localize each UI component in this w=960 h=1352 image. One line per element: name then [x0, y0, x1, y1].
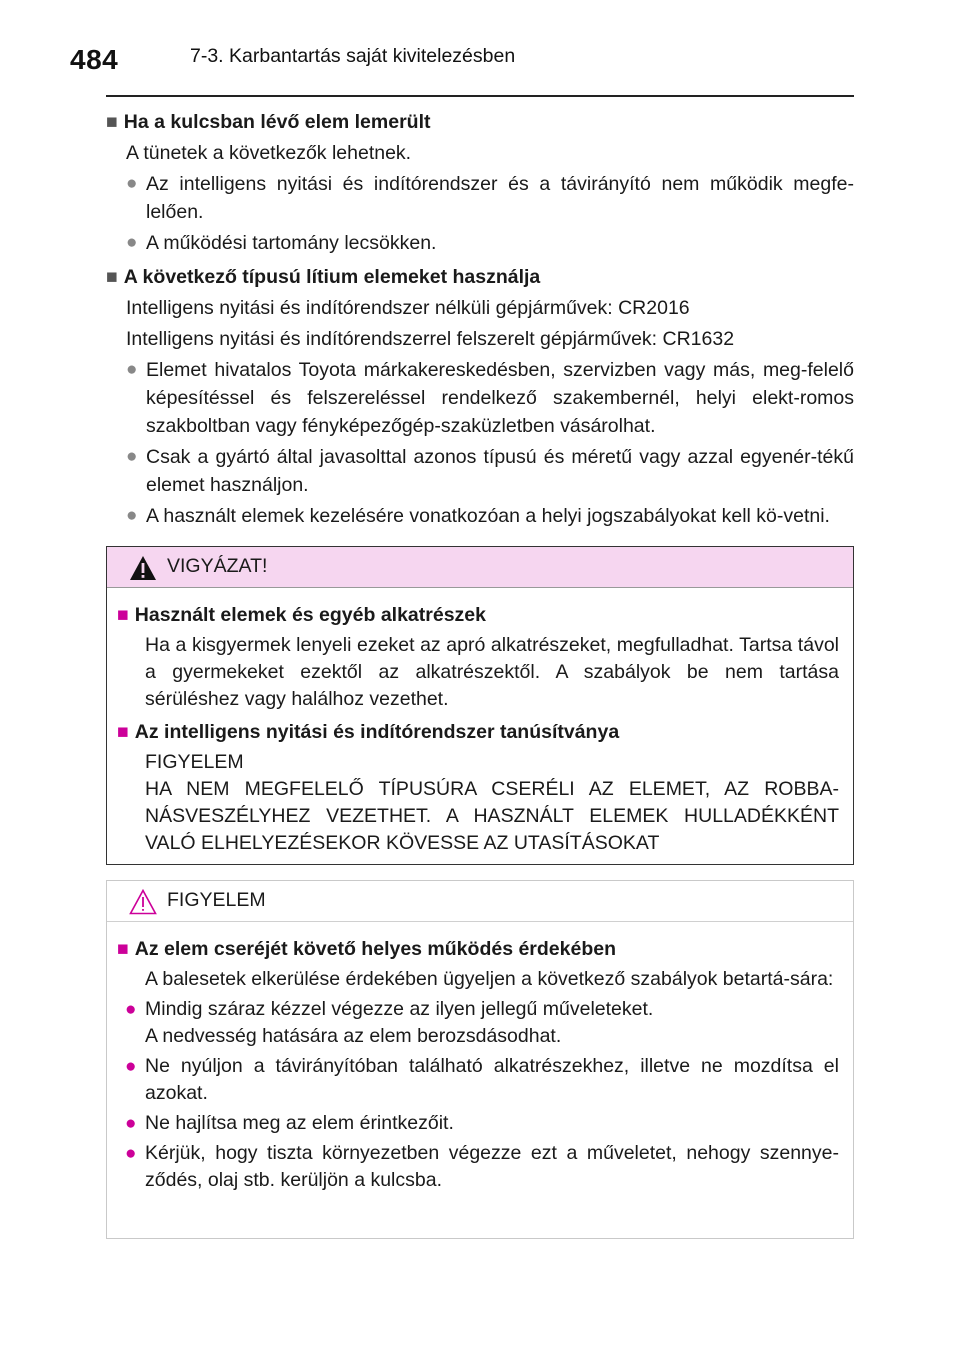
list-item: ● Mindig száraz kézzel végezze az ilyen jellegű műveleteket. A nedvesség hatására az elem berozsdásodhat. — [125, 998, 654, 1047]
list-item: ● Az intelligens nyitási és indítórendszer és a távirányító nem működik megfe-lelően. — [106, 170, 854, 226]
circle-bullet-icon: ● — [126, 446, 138, 467]
section-heading: ■ A következő típusú lítium elemeket használja — [106, 266, 541, 288]
circle-bullet-icon: ● — [126, 505, 138, 526]
paragraph: HA NEM MEGFELELŐ TÍPUSÚRA CSERÉLI AZ ELEMET, AZ ROBBA-NÁSVESZÉLYHEZ VEZETHET. A HASZNÁLT ELEMEK HULLADÉKKÉNT VALÓ ELHELYEZÉSEKOR KÖVESSE AZ UTASÍTÁSOKAT — [145, 778, 839, 854]
circle-bullet-icon: ● — [125, 1056, 137, 1077]
list-item: ● A használt elemek kezelésére vonatkozóan a helyi jogszabályokat kell kö-vetni. — [106, 502, 854, 530]
circle-bullet-icon: ● — [126, 232, 138, 253]
list-item: ● Ne nyúljon a távirányítóban található alkatrészekhez, illetve ne mozdítsa el azokat. — [125, 1055, 839, 1104]
warning-triangle-icon — [129, 555, 157, 586]
warning-label: VIGYÁZAT! — [167, 555, 268, 577]
page-header — [0, 0, 960, 95]
section-heading: ■ Ha a kulcsban lévő elem lemerült — [106, 111, 431, 133]
square-bullet-icon: ■ — [106, 266, 118, 288]
square-bullet-icon: ■ — [117, 938, 129, 960]
paragraph: FIGYELEM — [145, 751, 244, 773]
notice-box — [106, 880, 854, 1239]
paragraph: Intelligens nyitási és indítórendszerrel felszerelt gépjárművek: CR1632 — [126, 328, 735, 350]
notice-box-header — [107, 881, 853, 922]
circle-bullet-icon: ● — [125, 1143, 137, 1164]
warning-box — [106, 546, 854, 865]
paragraph: A balesetek elkerülése érdekében ügyeljen a következő szabályok betartá-sára: — [145, 968, 834, 990]
circle-bullet-icon: ● — [126, 173, 138, 194]
list-item: ● Csak a gyártó által javasolttal azonos típusú és méretű vagy azzal egyenér-tékű elemet használjon. — [106, 443, 854, 499]
main-content — [106, 108, 854, 530]
header-divider — [106, 95, 854, 97]
square-bullet-icon: ■ — [117, 604, 129, 626]
warning-box-header — [107, 547, 853, 588]
notice-box-body — [107, 922, 853, 1194]
warning-box-body — [107, 588, 853, 857]
list-item: ● A működési tartomány lecsökken. — [106, 229, 854, 257]
warning-subheading: ■ Használt elemek és egyéb alkatrészek — [117, 604, 486, 626]
square-bullet-icon: ■ — [117, 721, 129, 743]
notice-label: FIGYELEM — [167, 889, 266, 911]
paragraph: A tünetek a következők lehetnek. — [126, 142, 412, 164]
paragraph: Ha a kisgyermek lenyeli ezeket az apró alkatrészeket, megfulladhat. Tartsa távol a gyermekeket ezektől az alkatrészektől. A szabályok be nem tartása sérüléshez vagy halálhoz vezethet. — [145, 634, 839, 710]
list-item: ● Elemet hivatalos Toyota márkakereskedésben, szervizben vagy más, meg-felelő képesítéssel és felszereléssel rendelkező szakembernél, helyi elekt-romos szakboltban vagy fényképezőgép-szaküzletben vásárolhat. — [106, 356, 854, 440]
warning-subheading: ■ Az intelligens nyitási és indítórendszer tanúsítványa — [117, 721, 620, 743]
circle-bullet-icon: ● — [125, 1113, 137, 1134]
caution-triangle-icon — [129, 889, 157, 920]
list-item: ● Ne hajlítsa meg az elem érintkezőit. — [117, 1110, 839, 1137]
page-number: 484 — [70, 44, 119, 75]
paragraph: Intelligens nyitási és indítórendszer nélküli gépjárművek: CR2016 — [126, 297, 690, 319]
list-item: ● Kérjük, hogy tiszta környezetben végezze ezt a műveletet, nehogy szennye-ződés, olaj stb. kerüljön a kulcsba. — [125, 1142, 839, 1191]
chapter-title: 7-3. Karbantartás saját kivitelezésben — [190, 45, 516, 67]
circle-bullet-icon: ● — [126, 359, 138, 380]
circle-bullet-icon: ● — [125, 999, 137, 1020]
square-bullet-icon: ■ — [106, 111, 118, 133]
notice-subheading: ■ Az elem cseréjét követő helyes működés érdekében — [117, 938, 617, 960]
